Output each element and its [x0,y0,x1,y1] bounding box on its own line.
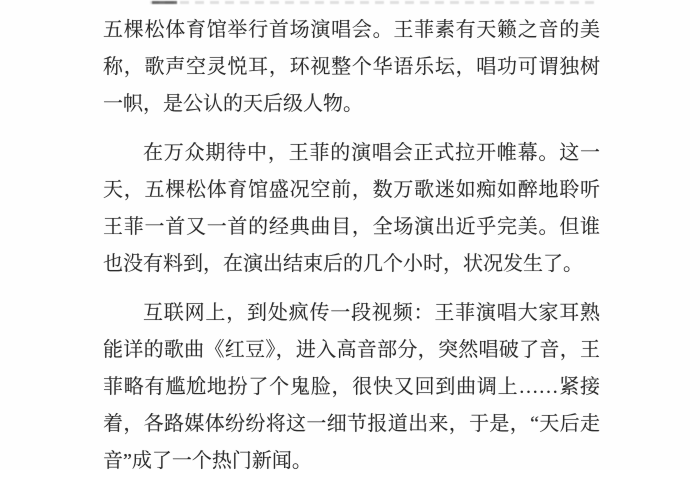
text-column [103,0,600,492]
paragraph-1: 五棵松体育馆举行首场演唱会。王菲素有天籁之音的美称，歌声空灵悦耳，环视整个华语乐坛，唱功可谓独树一帜，是公认的天后级人物。 [103,19,600,115]
paragraph-2: 在万众期待中，王菲的演唱会正式拉开帷幕。这一天，五棵松体育馆盛况空前，数万歌迷如痴如醉地聆听王菲一首又一首的经典曲目，全场演出近乎完美。但谁也没有料到，在演出结束后的几个小时，状况发生了。 [103,142,600,275]
paragraph-3: 互联网上，到处疯传一段视频：王菲演唱大家耳熟能详的歌曲《红豆》，进入高音部分，突然唱破了音，王菲略有尴尬地扮了个鬼脸，很快又回到曲调上……紧接着，各路媒体纷纷将这一细节报道出来，于是，“天后走音”成了一个热门新闻。 [103,302,600,472]
